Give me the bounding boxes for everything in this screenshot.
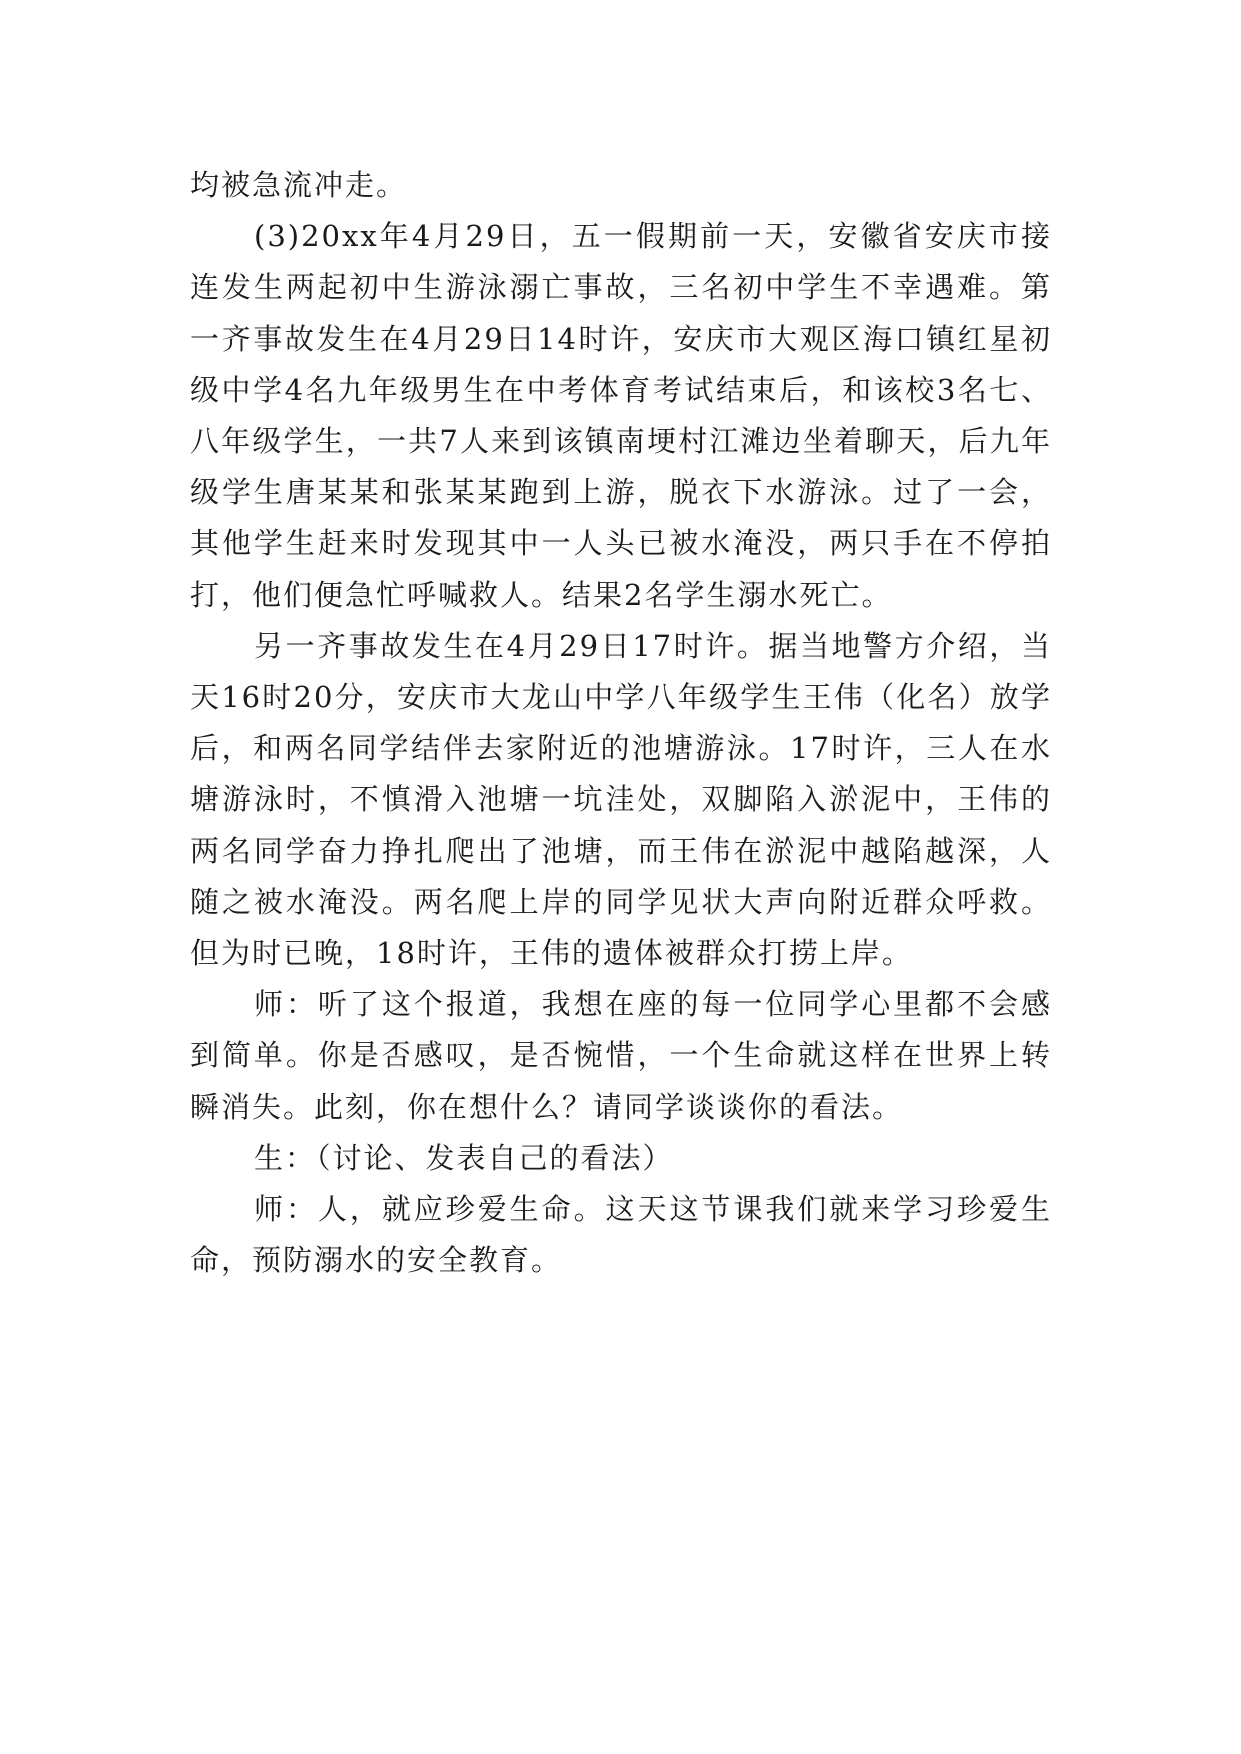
- paragraph-second-accident: 另一齐事故发生在4月29日17时许。据当地警方介绍，当天16时20分，安庆市大龙山中学八年级学生王伟（化名）放学后，和两名同学结伴去家附近的池塘游泳。17时许，三人在水塘游泳时，不慎滑入池塘一坑洼处，双脚陷入淤泥中，王伟的两名同学奋力挣扎爬出了池塘，而王伟在淤泥中越陷越深，人随之被水淹没。两名爬上岸的同学见状大声向附近群众呼救。但为时已晚，18时许，王伟的遗体被群众打捞上岸。: [190, 628, 1052, 971]
- paragraph-continuation: 均被急流冲走。: [190, 168, 408, 202]
- document-body: [190, 160, 1052, 1286]
- paragraph-teacher-conclusion: 师：人，就应珍爱生命。这天这节课我们就来学习珍爱生命，预防溺水的安全教育。: [190, 1192, 1052, 1278]
- paragraph-teacher-question: 师：听了这个报道，我想在座的每一位同学心里都不会感到简单。你是否感叹，是否惋惜，一个生命就这样在世界上转瞬消失。此刻，你在想什么？请同学谈谈你的看法。: [190, 987, 1052, 1124]
- paragraph-student-discussion: 生：（讨论、发表自己的看法）: [254, 1140, 674, 1175]
- paragraph-case-3: (3)20xx年4月29日，五一假期前一天，安徽省安庆市接连发生两起初中生游泳溺亡事故，三名初中学生不幸遇难。第一齐事故发生在4月29日14时许，安庆市大观区海口镇红星初级中学4名九年级男生在中考体育考试结束后，和该校3名七、八年级学生，一共7人来到该镇南埂村江滩边坐着聊天，后九年级学生唐某某和张某某跑到上游，脱衣下水游泳。过了一会，其他学生赶来时发现其中一人头已被水淹没，两只手在不停拍打，他们便急忙呼喊救人。结果2名学生溺水死亡。: [190, 219, 1052, 612]
